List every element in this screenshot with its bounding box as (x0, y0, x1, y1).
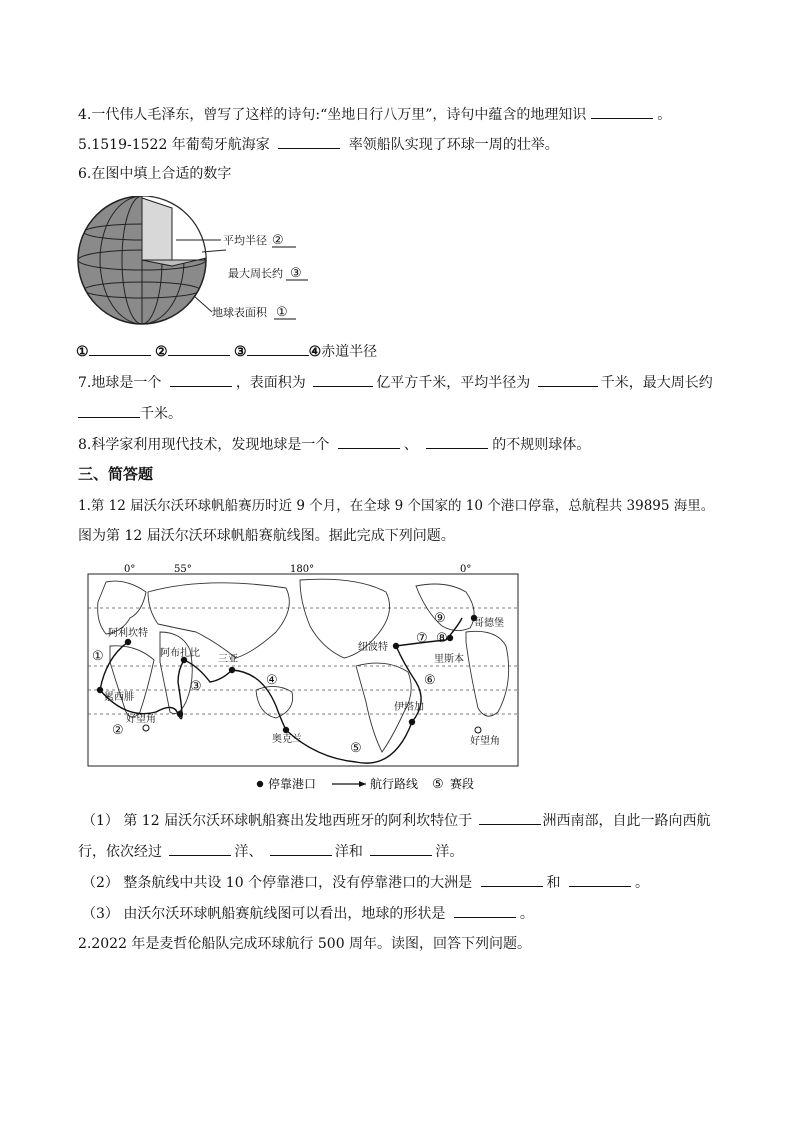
q7-blank-1[interactable] (170, 372, 232, 387)
ans-1-blank[interactable] (89, 341, 151, 356)
label-cape-right: 好望角 (470, 736, 500, 747)
s1-p1: （1） 第 12 届沃尔沃环球帆船赛出发地西班牙的阿利坎特位于 (82, 813, 473, 829)
q8-blank-1[interactable] (338, 434, 400, 449)
q8-p1: 8.科学家利用现代技术，发现地球是一个 (78, 437, 330, 453)
label-newport: 纽波特 (358, 642, 388, 653)
sub-question-2 (82, 872, 649, 893)
map-legend (257, 776, 474, 792)
ans-2: ② (155, 344, 168, 360)
leg-8: ⑧ (436, 631, 448, 646)
q7-blank-3[interactable] (538, 372, 598, 387)
ans-3: ③ (234, 344, 247, 360)
sub-question-3 (82, 903, 534, 924)
label-recife: 累西腓 (104, 692, 134, 703)
ans-4-tail: 赤道半径 (321, 344, 378, 360)
q7-blank-4[interactable] (78, 403, 140, 418)
port-capetown (177, 711, 183, 717)
ans-4: ④ (308, 344, 322, 360)
port-auckland (283, 727, 289, 733)
q7-blank-2[interactable] (313, 372, 373, 387)
s1-blank-4[interactable] (370, 841, 432, 856)
q8-blank-2[interactable] (426, 434, 488, 449)
question-6 (78, 164, 231, 184)
s1-l2b: 洋、 (234, 844, 263, 860)
sq1-line-2: 图为第 12 届沃尔沃环球帆船赛航线图。据此完成下列问题。 (78, 528, 455, 544)
q4-blank[interactable] (591, 104, 653, 119)
q5-post: 率领船队实现了环球一周的壮举。 (348, 137, 559, 153)
legend-port: 停靠港口 (268, 777, 317, 791)
sub-question-1-line-2 (78, 841, 463, 862)
label-avg-radius: 平均半径 (223, 234, 267, 247)
label-auckland: 奥克兰 (272, 734, 302, 745)
s1-l2d: 洋。 (435, 844, 464, 860)
label-lisbon: 里斯本 (434, 654, 464, 665)
label-max-circ-num: ③ (290, 266, 302, 281)
q5-blank[interactable] (278, 134, 340, 149)
label-max-circ: 最大周长约 (228, 267, 283, 280)
q5-pre: 5.1519-1522 年葡萄牙航海家 (78, 137, 270, 153)
q8-p2: 的不规则球体。 (492, 437, 591, 453)
s1-blank-3[interactable] (270, 841, 332, 856)
leg-5: ⑤ (350, 741, 362, 756)
port-itajai (409, 719, 415, 725)
sq2-text: 2.2022 年是麦哲伦船队完成环球航行 500 周年。读图，回答下列问题。 (78, 936, 532, 952)
cape-marker-right (475, 727, 481, 733)
s3-blank[interactable] (454, 903, 516, 918)
question-4 (78, 104, 671, 125)
sub-question-1-line-1 (82, 810, 711, 831)
s2-p1: （2） 整条航线中共设 10 个停靠港口，没有停靠港口的大洲是 (82, 875, 473, 891)
leg-6: ⑥ (424, 673, 436, 688)
leg-3: ③ (190, 679, 202, 694)
s2-blank-2[interactable] (569, 872, 631, 887)
q4-tail: 。 (657, 107, 672, 123)
s1-p2: 洲西南部，自此一路向西航 (542, 813, 711, 829)
port-lisbon (447, 635, 453, 641)
label-cape-left: 好望角 (126, 714, 156, 725)
label-alicante: 阿利坎特 (108, 628, 148, 639)
ans-2-blank[interactable] (168, 341, 230, 356)
ans-3-blank[interactable] (247, 341, 309, 356)
legend-route: 航行路线 (370, 777, 419, 791)
figure-answer-row (76, 341, 377, 362)
q4-text: 4.一代伟人毛泽东，曾写了这样的诗句:“坐地日行八万里”，诗句中蕴含的地理知识 (78, 107, 587, 123)
q7-p1: 7.地球是一个 (78, 375, 162, 391)
port-recife (97, 687, 103, 693)
earth-structure-figure (76, 196, 336, 332)
leg-7: ⑦ (416, 631, 428, 646)
question-8 (78, 434, 590, 455)
leg-4: ④ (266, 673, 278, 688)
lon-label-0: 0° (124, 564, 136, 575)
s3-p2: 。 (519, 906, 534, 922)
q7-p3: 亿平方千米，平均半径为 (376, 375, 531, 391)
sq1-line-1: 1.第 12 届沃尔沃环球帆船赛历时近 9 个月，在全球 9 个国家的 10 个港口停靠，总航程共 39895 海里。 (78, 498, 715, 514)
s1-blank-1[interactable] (479, 810, 541, 825)
s1-blank-2[interactable] (169, 841, 231, 856)
label-surface-area-num: ① (276, 305, 288, 320)
port-sanya (229, 667, 235, 673)
question-7-line-2 (78, 403, 182, 424)
s3-p1: （3） 由沃尔沃环球帆船赛航线图可以看出，地球的形状是 (82, 906, 446, 922)
s2-p3: 。 (634, 875, 649, 891)
q7-p4: 千米，最大周长约 (600, 375, 713, 391)
s1-l2c: 洋和 (334, 844, 363, 860)
lon-label-55: 55° (174, 564, 192, 575)
port-alicante (125, 639, 131, 645)
q8-sep: 、 (403, 437, 418, 453)
label-abudhabi: 阿布扎比 (160, 648, 200, 659)
q7-tail: 千米。 (140, 406, 182, 422)
label-avg-radius-num: ② (272, 233, 284, 248)
q7-p2: ，表面积为 (235, 375, 306, 391)
sailing-route-map (86, 562, 522, 798)
label-itajai: 伊塔加 (394, 702, 424, 713)
area-leader (194, 296, 212, 312)
leg-1: ① (92, 649, 104, 664)
question-7-line-1 (78, 372, 713, 393)
section-3-title: 三、简答题 (78, 465, 154, 483)
label-surface-area: 地球表面积 (212, 306, 267, 319)
lon-label-0b: 0° (460, 564, 472, 575)
port-newport (393, 643, 399, 649)
question-5 (78, 134, 559, 155)
legend-leg-num: ⑤ (432, 777, 444, 792)
leg-9: ⑨ (434, 611, 446, 626)
cape-marker-left (143, 725, 149, 731)
s2-p2: 和 (546, 875, 561, 891)
legend-leg: 赛段 (450, 777, 475, 791)
lon-label-180: 180° (290, 564, 315, 575)
label-gothenburg: 哥德堡 (474, 618, 504, 629)
ans-1: ① (76, 344, 89, 360)
q6-text: 6.在图中填上合适的数字 (78, 166, 232, 182)
leg-2: ② (112, 723, 124, 738)
s1-l2a: 行，依次经过 (78, 844, 162, 860)
label-sanya: 三亚 (218, 654, 238, 665)
s2-blank-1[interactable] (481, 872, 543, 887)
